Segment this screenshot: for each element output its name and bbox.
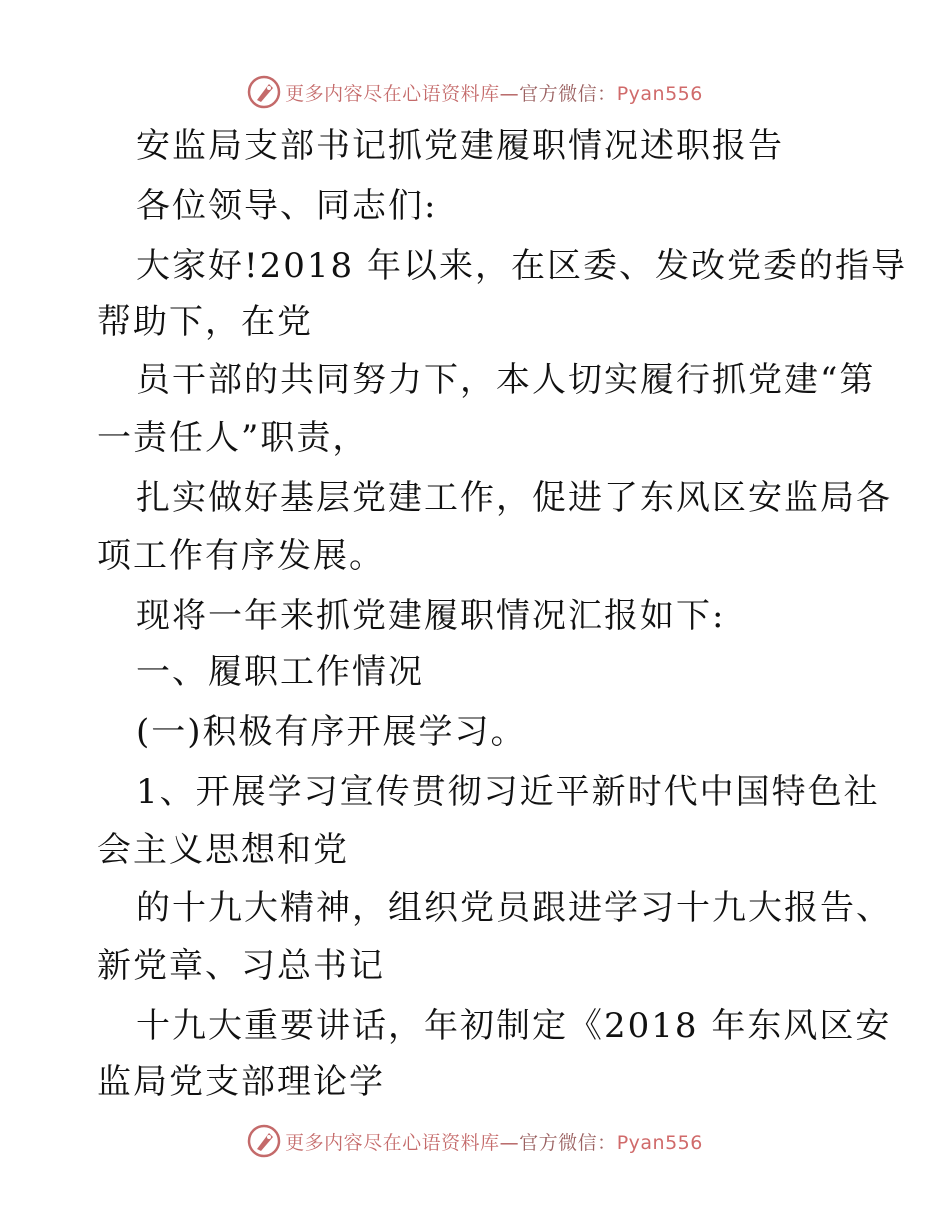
watermark-wechat-label: 官方微信： [519, 1131, 617, 1154]
paragraph-line: 帮助下，在党 [97, 302, 313, 342]
paragraph-line: 监局党支部理论学 [97, 1062, 385, 1102]
paragraph-line: 的十九大精神，组织党员跟进学习十九大报告、 [136, 888, 892, 928]
paragraph-line: 十九大重要讲话，年初制定《2018 年东风区安 [136, 1006, 892, 1046]
paragraph-line: 会主义思想和党 [97, 830, 349, 870]
paragraph-line: 1、开展学习宣传贯彻习近平新时代中国特色社 [136, 772, 880, 812]
greeting-line: 各位领导、同志们: [136, 186, 438, 226]
document-title: 安监局支部书记抓党建履职情况述职报告 [136, 126, 784, 166]
watermark-text [285, 79, 703, 106]
pen-nib-logo-icon [247, 75, 281, 109]
section-heading: 一、履职工作情况 [136, 652, 424, 692]
watermark-wechat-id: Pyan556 [616, 1131, 703, 1154]
paragraph-line: 扎实做好基层党建工作，促进了东风区安监局各 [136, 478, 892, 518]
watermark-site-text: 更多内容尽在心语资料库 [285, 82, 500, 105]
watermark-separator: — [499, 1131, 520, 1154]
paragraph-line: 现将一年来抓党建履职情况汇报如下: [136, 596, 726, 636]
watermark-text [285, 1128, 703, 1155]
paragraph-line: 大家好!2018 年以来，在区委、发改党委的指导 [136, 246, 907, 286]
paragraph-line: 新党章、习总书记 [97, 946, 385, 986]
header-watermark [0, 72, 950, 112]
paragraph-line: 一责任人”职责， [97, 418, 369, 458]
subsection-heading: (一)积极有序开展学习。 [136, 712, 527, 752]
watermark-wechat-label: 官方微信： [519, 82, 617, 105]
watermark-site-text: 更多内容尽在心语资料库 [285, 1131, 500, 1154]
pen-nib-logo-icon [247, 1124, 281, 1158]
watermark-wechat-id: Pyan556 [616, 82, 703, 105]
footer-watermark [0, 1121, 950, 1161]
paragraph-line: 员干部的共同努力下，本人切实履行抓党建“第 [136, 360, 876, 400]
paragraph-line: 项工作有序发展。 [97, 536, 385, 576]
watermark-separator: — [499, 82, 520, 105]
